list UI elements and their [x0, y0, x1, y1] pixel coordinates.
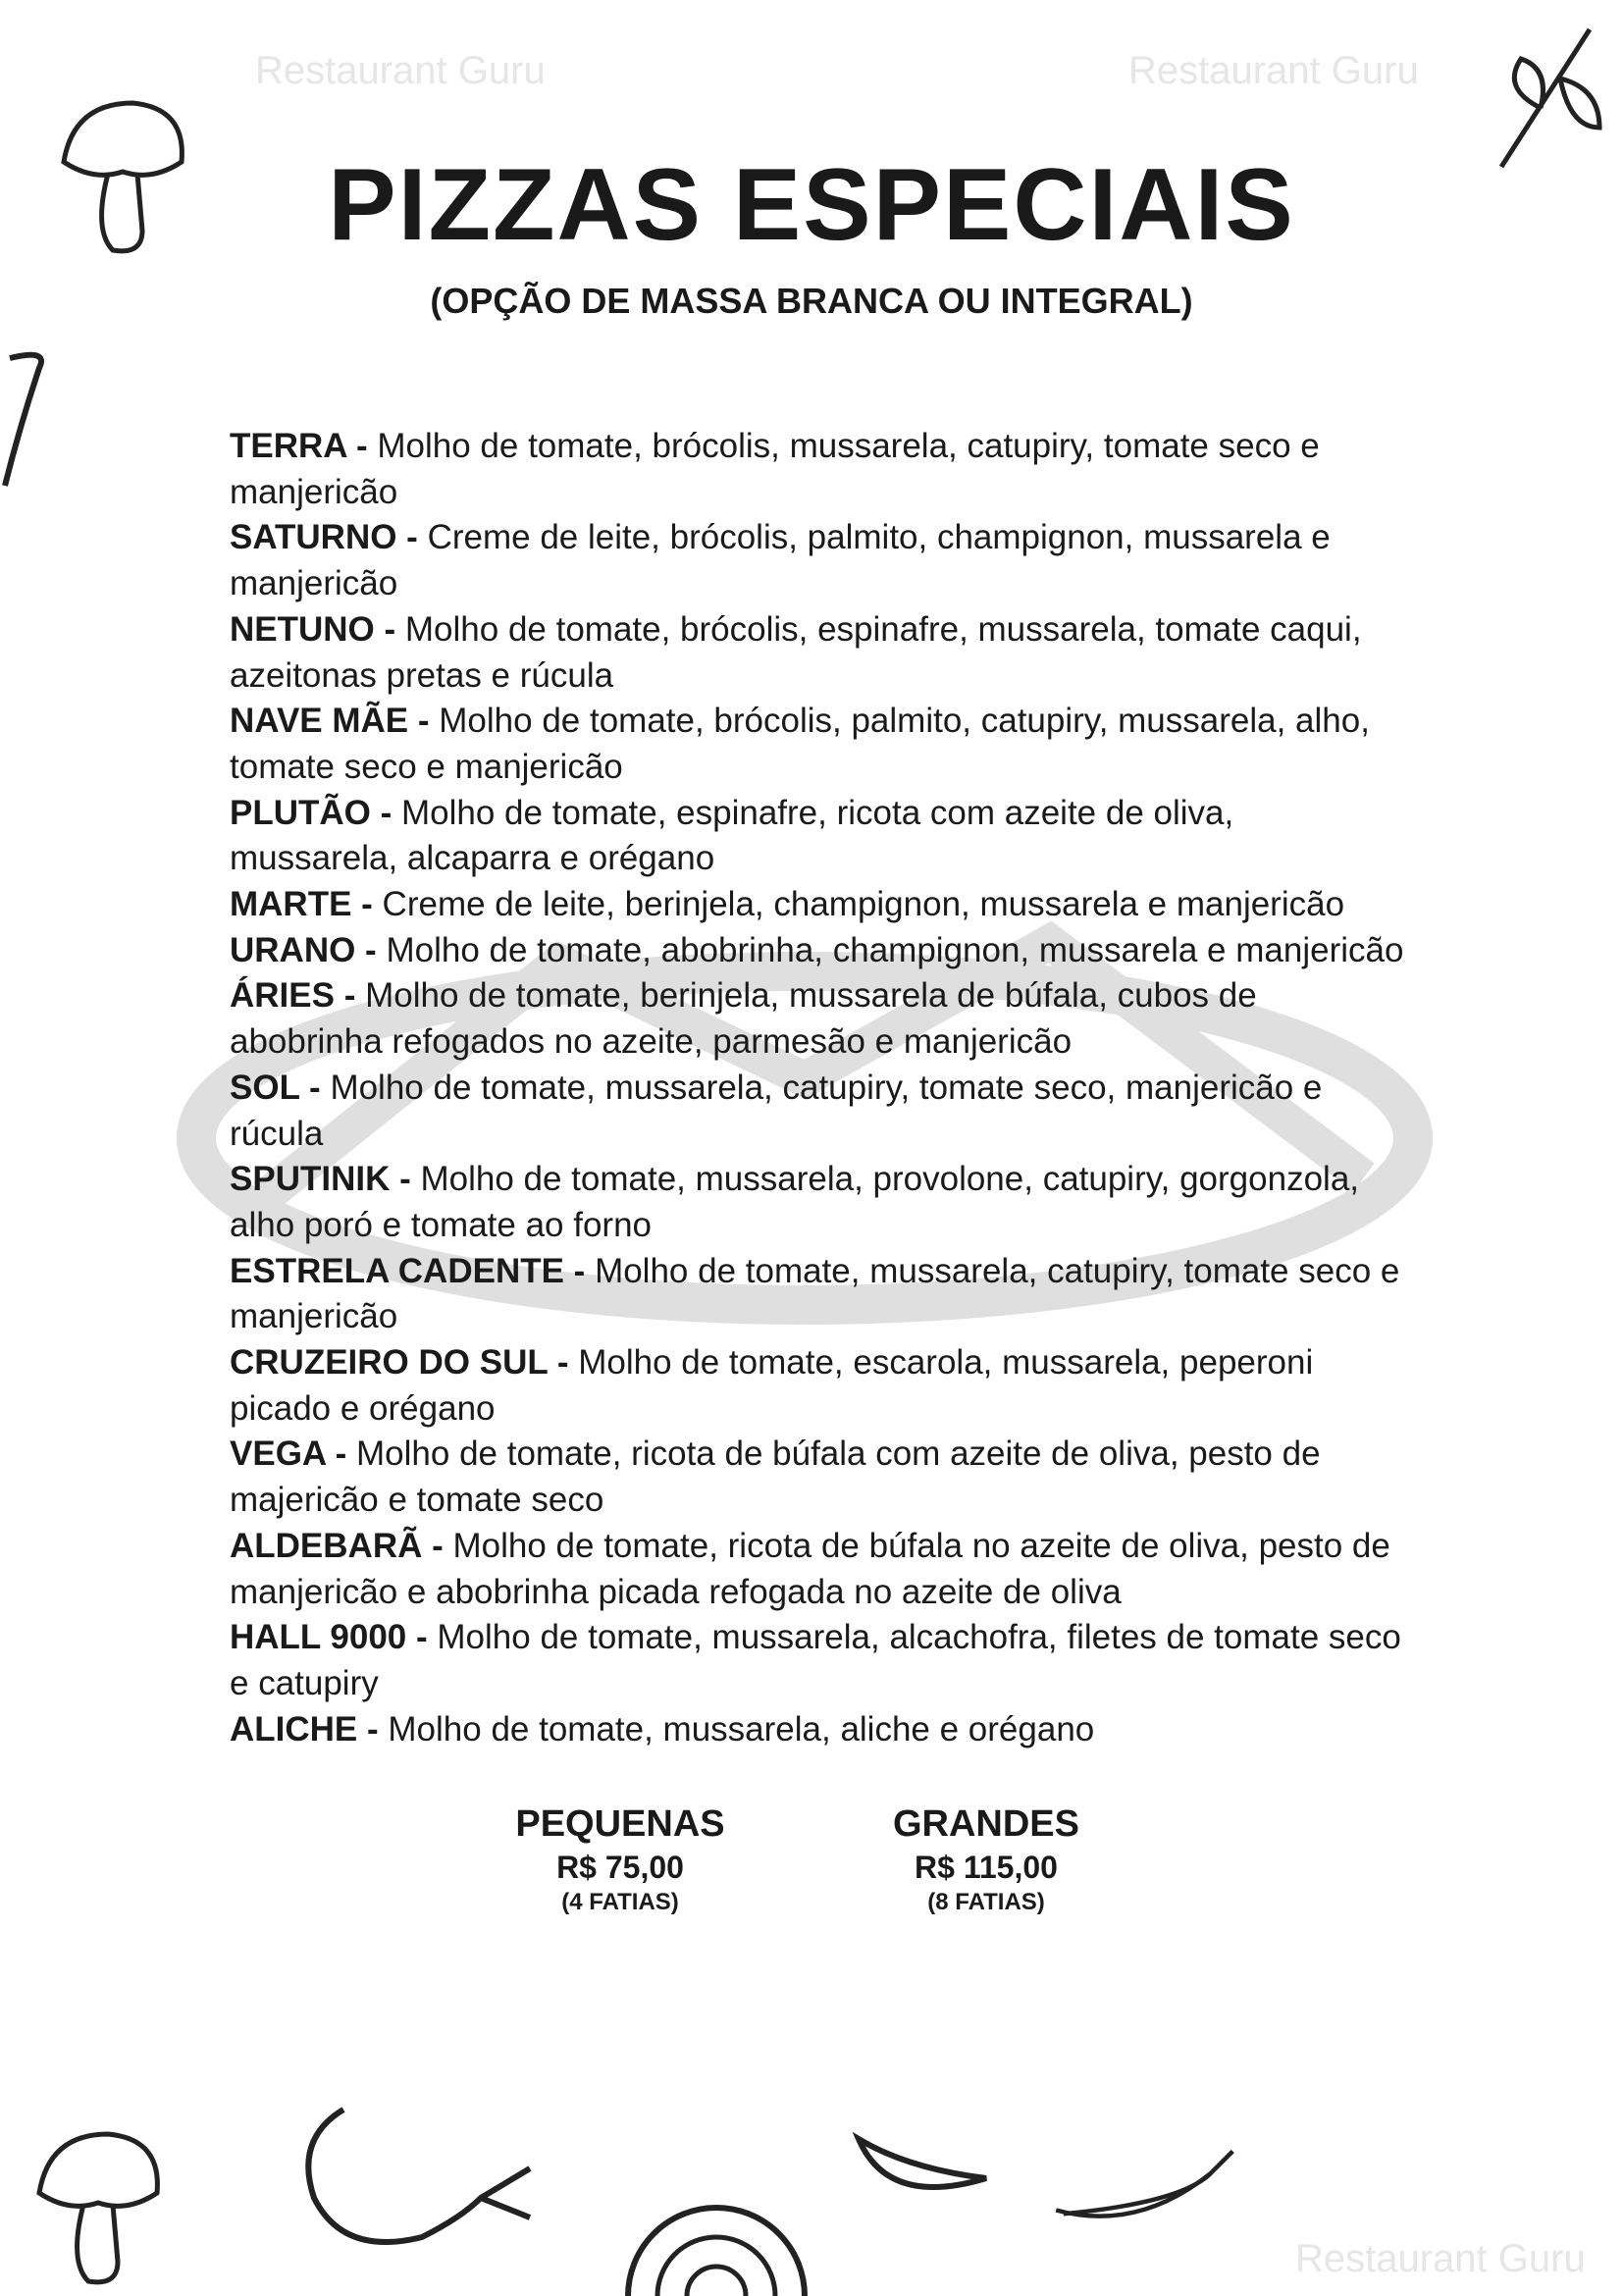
pizza-item — [230, 1066, 1407, 1157]
pizza-item — [230, 1432, 1407, 1523]
pizza-description: Molho de tomate, brócolis, mussarela, catupiry, tomate seco e manjericão — [230, 427, 1320, 511]
chili-pepper-icon — [1016, 2144, 1281, 2232]
shrimp-icon — [285, 2090, 540, 2267]
pizza-description: Molho de tomate, ricota de búfala no azeite de oliva, pesto de manjericão e abobrinha picada refogada no azeite de oliva — [230, 1526, 1390, 1611]
pizza-item — [230, 973, 1407, 1065]
price-value: R$ 115,00 — [915, 1850, 1058, 1886]
pizza-item — [230, 791, 1407, 882]
pizza-list — [230, 424, 1407, 1752]
mushroom-icon — [29, 2124, 167, 2291]
pizza-item — [230, 928, 1407, 974]
pizza-description: Molho de tomate, abobrinha, champignon, mussarela e manjericão — [386, 930, 1404, 969]
pizza-name: PLUTÃO - — [230, 793, 393, 832]
pizza-name: ALDEBARÃ - — [230, 1526, 444, 1565]
price-slices: (4 FATIAS) — [561, 1889, 679, 1916]
price-slices: (8 FATIAS) — [927, 1889, 1045, 1916]
pizza-item — [230, 882, 1407, 928]
pizza-description: Molho de tomate, ricota de búfala com azeite de oliva, pesto de majericão e tomate seco — [230, 1435, 1321, 1520]
pizza-name: URANO - — [230, 930, 377, 969]
pizza-item — [230, 424, 1407, 515]
page-title: PIZZAS ESPECIAIS — [328, 148, 1295, 262]
pizza-name: MARTE - — [230, 885, 373, 924]
pizza-name: NETUNO - — [230, 609, 396, 649]
pizza-description: Molho de tomate, mussarela, aliche e orégano — [388, 1709, 1095, 1748]
pizza-name: TERRA - — [230, 427, 368, 465]
pizza-name: SATURNO - — [230, 518, 418, 557]
price-label: GRANDES — [892, 1803, 1080, 1846]
pizza-description: Creme de leite, berinjela, champignon, mussarela e manjericão — [382, 885, 1345, 924]
pizza-description: Molho de tomate, brócolis, palmito, catupiry, mussarela, alho, tomate seco e manjericão — [230, 702, 1370, 786]
pizza-name: ESTRELA CADENTE - — [230, 1251, 586, 1290]
price-value: R$ 75,00 — [556, 1850, 684, 1886]
pizza-description: Molho de tomate, mussarela, provolone, catupiry, gorgonzola, alho poró e tomate ao forno — [230, 1160, 1360, 1244]
pizza-description: Molho de tomate, espinafre, ricota com azeite de oliva, mussarela, alcaparra e orégano — [230, 793, 1234, 878]
pizza-item — [230, 1524, 1407, 1615]
pizza-item — [230, 1249, 1407, 1340]
pizza-item — [230, 1615, 1407, 1706]
pizza-description: Molho de tomate, escarola, mussarela, peperoni picado e orégano — [230, 1343, 1314, 1428]
pizza-name: HALL 9000 - — [230, 1618, 428, 1657]
pizza-name: SOL - — [230, 1068, 321, 1107]
pizza-name: VEGA - — [230, 1435, 347, 1474]
pizza-description: Creme de leite, brócolis, palmito, champignon, mussarela e manjericão — [230, 518, 1331, 603]
price-small — [424, 1801, 816, 1917]
watermark: Restaurant Guru — [1128, 49, 1419, 92]
pizza-name: NAVE MÃE - — [230, 702, 430, 741]
pizza-name: ALICHE - — [230, 1709, 379, 1748]
pizza-description: Molho de tomate, mussarela, alcachofra, filetes de tomate seco e catupiry — [230, 1618, 1401, 1702]
price-section — [230, 1801, 1407, 1929]
onion-icon — [618, 2198, 814, 2296]
watermark: Restaurant Guru — [255, 49, 546, 92]
pizza-description: Molho de tomate, berinjela, mussarela de búfala, cubos de abobrinha refogados no azeite, parmesão e manjericão — [230, 976, 1257, 1062]
pizza-item — [230, 1157, 1407, 1248]
pizza-description: Molho de tomate, mussarela, catupiry, tomate seco e manjericão — [230, 1251, 1400, 1336]
pizza-name: CRUZEIRO DO SUL - — [230, 1343, 569, 1383]
watermark: Restaurant Guru — [1295, 2237, 1586, 2280]
pizza-description: Molho de tomate, mussarela, catupiry, tomate seco, manjericão e rúcula — [230, 1068, 1323, 1153]
pizza-name: ÁRIES - — [230, 976, 356, 1016]
pizza-item — [230, 1340, 1407, 1432]
pizza-item — [230, 607, 1407, 699]
page-subtitle: (OPÇÃO DE MASSA BRANCA OU INTEGRAL) — [430, 281, 1193, 321]
price-label: PEQUENAS — [515, 1803, 725, 1846]
price-large — [790, 1801, 1182, 1917]
pizza-item — [230, 699, 1407, 790]
pizza-name: SPUTINIK - — [230, 1160, 411, 1199]
menu-content — [230, 424, 1407, 1929]
pizza-item — [230, 515, 1407, 606]
pizza-item — [230, 1707, 1407, 1753]
pizza-description: Molho de tomate, brócolis, espinafre, mussarela, tomate caqui, azeitonas pretas e rúcula — [230, 609, 1362, 695]
pepper-slice-icon — [849, 2129, 996, 2218]
pepper-slice-icon — [0, 348, 59, 496]
